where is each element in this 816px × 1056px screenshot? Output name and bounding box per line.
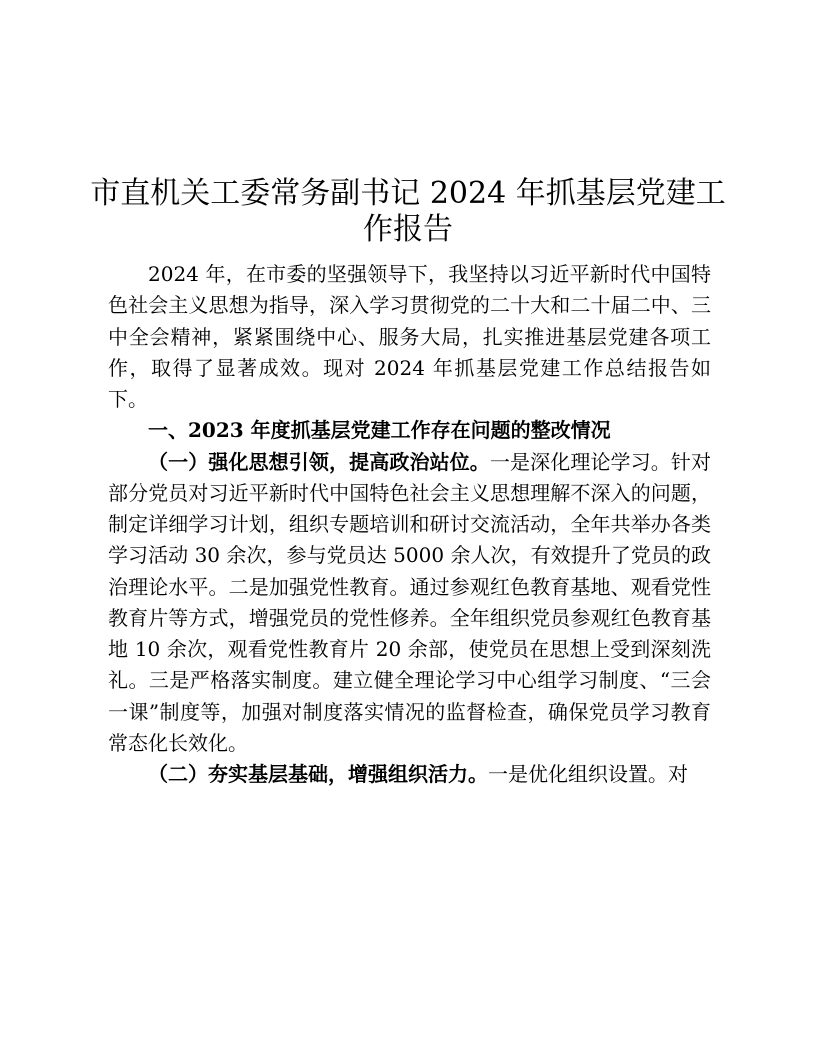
- document-body: [108, 259, 711, 790]
- subsection-1-title: （一）强化思想引领，提高政治站位。: [148, 449, 490, 474]
- subsection-1-paragraph: [108, 447, 711, 760]
- document-title-line-2: 作报告: [363, 212, 453, 247]
- subsection-2-paragraph: [108, 759, 711, 790]
- document-title-line-1: 市直机关工委常务副书记 2024 年抓基层党建工: [90, 176, 726, 211]
- subsection-1-text: 一是深化理论学习。针对部分党员对习近平新时代中国特色社会主义思想理解不深入的问题，制定详细学习计划，组织专题培训和研讨交流活动，全年共举办各类学习活动 30 余次，参与党员达 5000 余人次，有效提升了党员的政治理论水平。二是加强党性教育。通过参观红色教育基地、观看党性教育片等方式，增强党员的党性修养。全年组织党员参观红色教育基地 10 余次，观看党性教育片 20 余部，使党员在思想上受到深刻洗礼。三是严格落实制度。建立健全理论学习中心组学习制度、“三会一课”制度等，加强对制度落实情况的监督检查，确保党员学习教育常态化长效化。: [108, 449, 712, 755]
- intro-paragraph: 2024 年，在市委的坚强领导下，我坚持以习近平新时代中国特色社会主义思想为指导，深入学习贯彻党的二十大和二十届二中、三中全会精神，紧紧围绕中心、服务大局，扎实推进基层党建各项工作，取得了显著成效。现对 2024 年抓基层党建工作总结报告如下。: [108, 262, 711, 411]
- subsection-2-text: 一是优化组织设置。对: [488, 762, 688, 786]
- section-1-heading: 一、2023 年度抓基层党建工作存在问题的整改情况: [148, 418, 611, 443]
- subsection-2-title: （二）夯实基层基础，增强组织活力。: [148, 762, 488, 786]
